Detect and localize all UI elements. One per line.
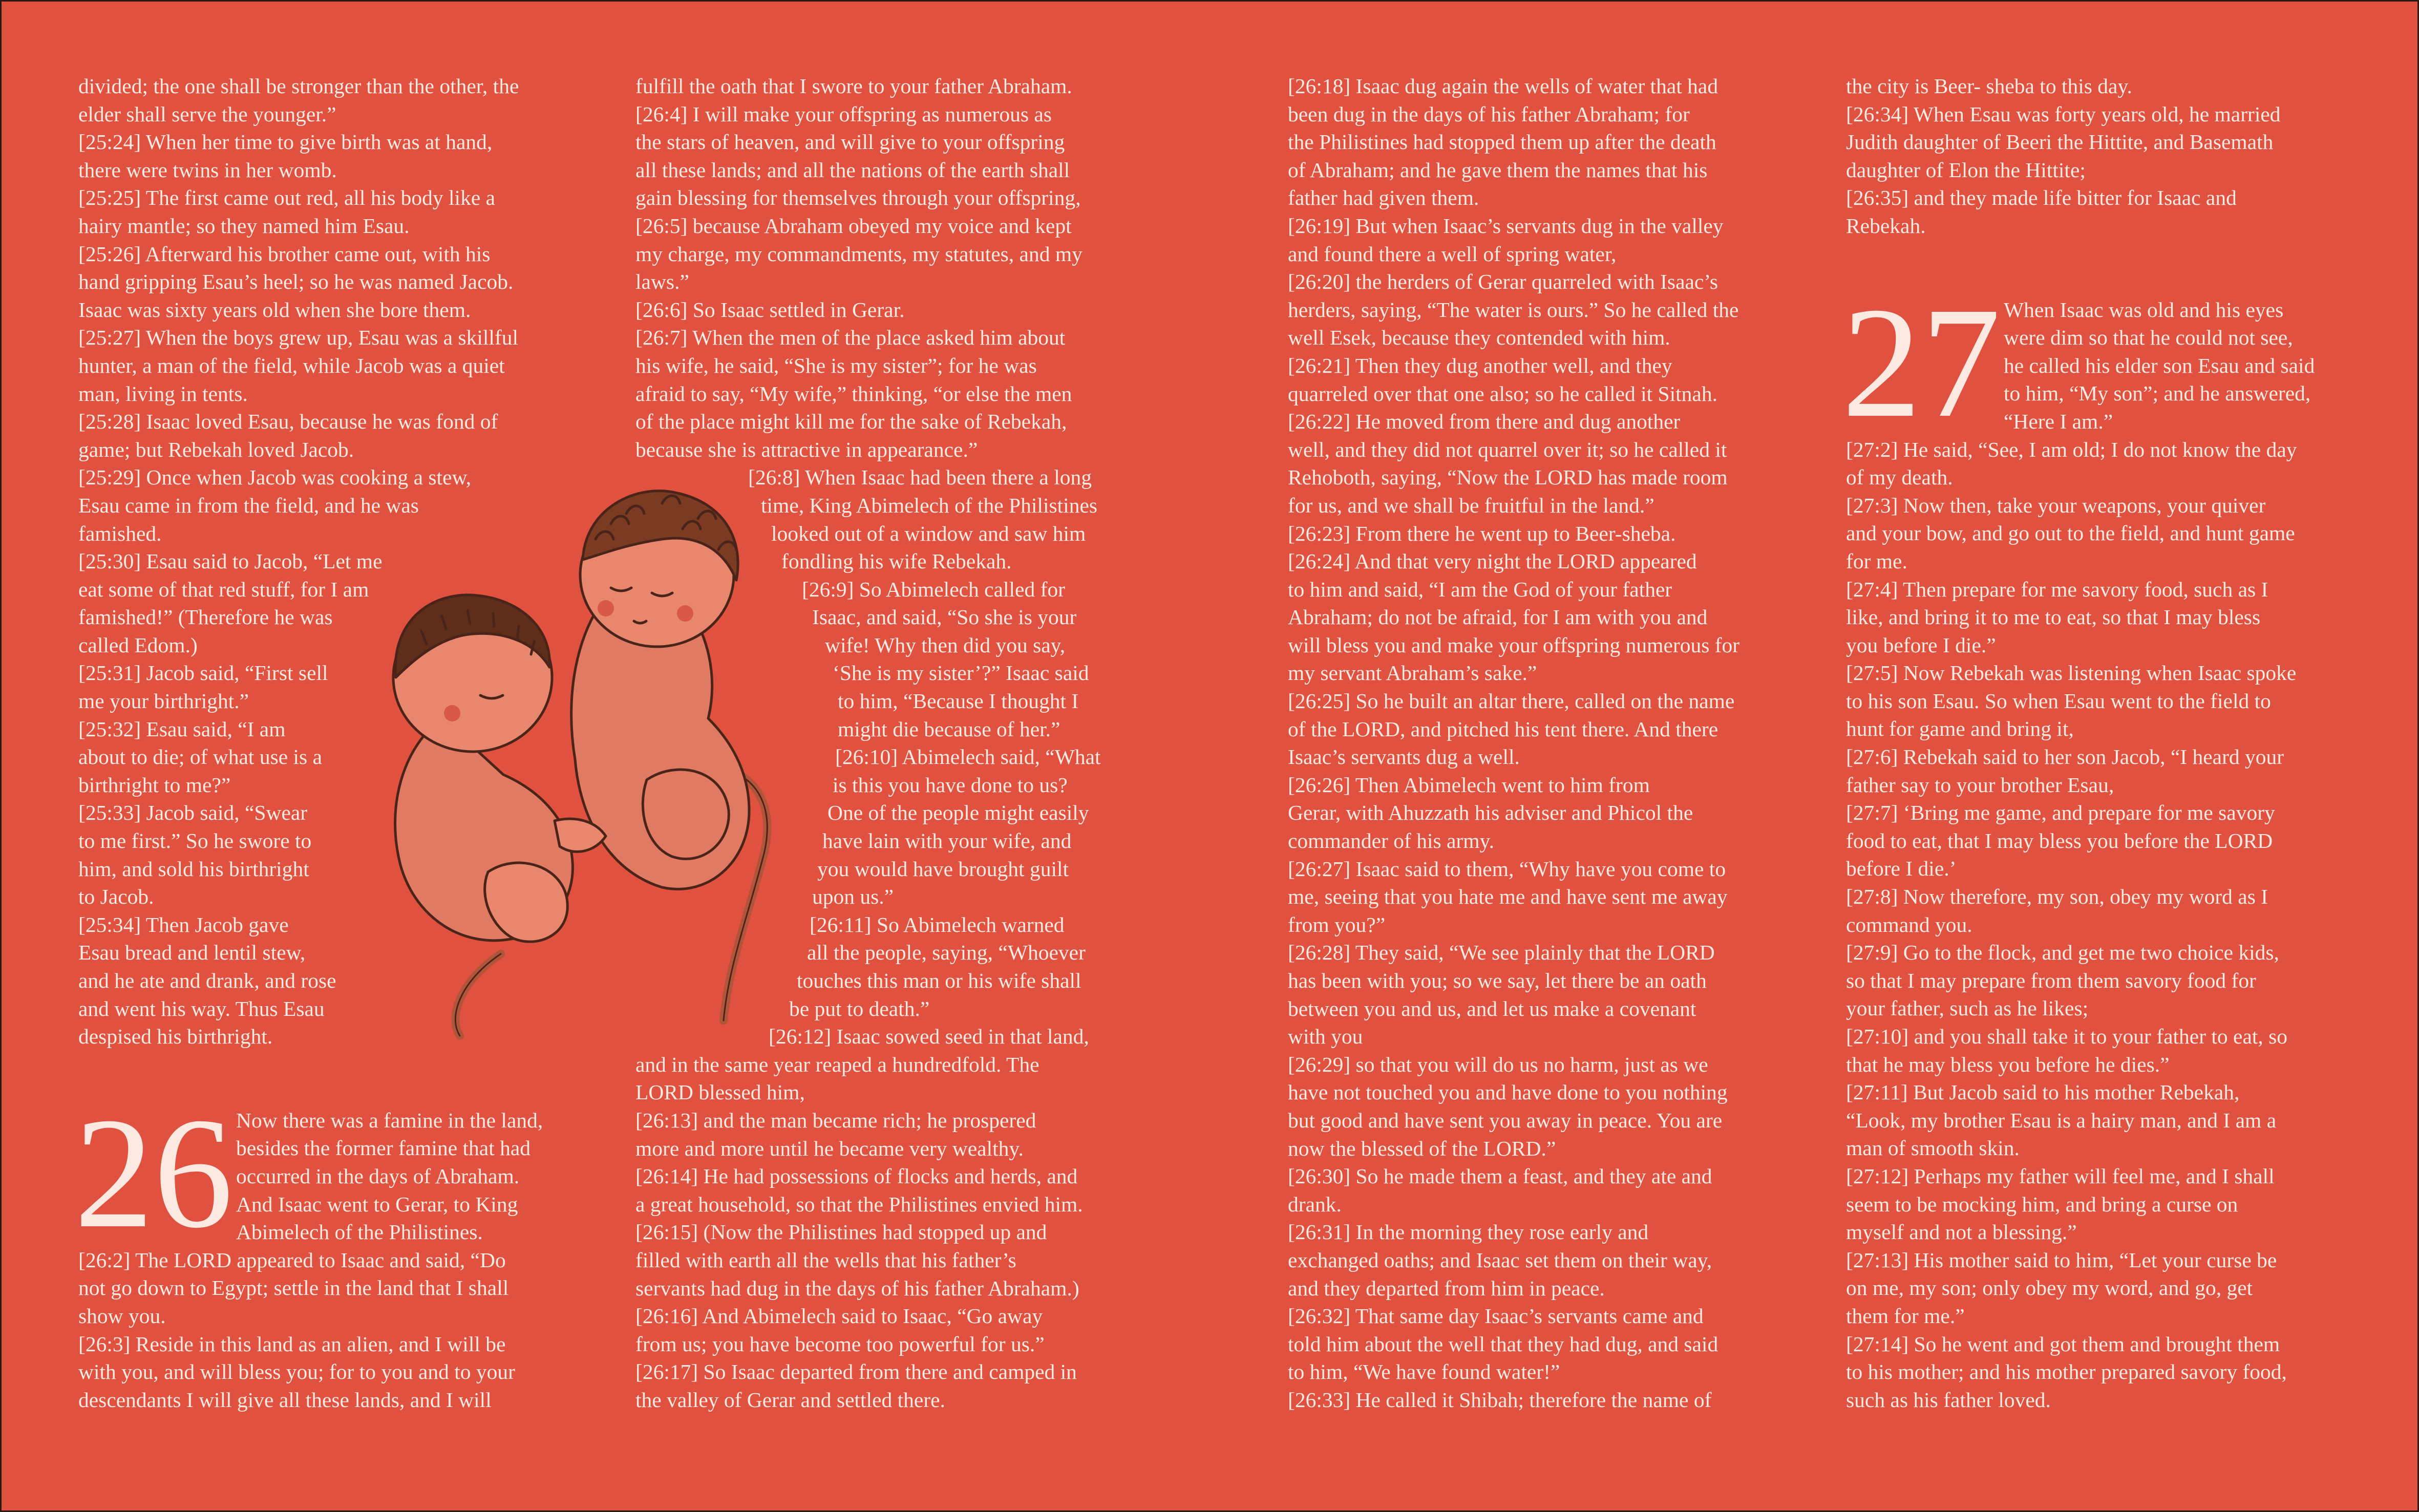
text-line: hunt for game and bring it, [1846, 717, 2074, 741]
text-line: Judith daughter of Beeri the Hittite, and Basemath [1846, 130, 2274, 154]
text-line: [26:2] The LORD appeared to Isaac and said, “Do [78, 1248, 506, 1272]
text-line: to him, “We have found water!” [1288, 1360, 1560, 1384]
text-line: all the people, saying, “Whoever [807, 941, 1086, 965]
text-line: show you. [78, 1304, 166, 1328]
text-line: and your bow, and go out to the field, and hunt game [1846, 521, 2295, 545]
text-line: to Jacob. [78, 885, 154, 909]
text-line: been dug in the days of his father Abraham; for [1288, 102, 1690, 126]
text-line: [25:24] When her time to give birth was at hand, [78, 130, 493, 154]
text-line: commander of his army. [1288, 829, 1494, 853]
text-line: and they departed from him in peace. [1288, 1276, 1605, 1300]
text-line: to him, “My son”; and he answered, [2004, 381, 2311, 406]
column-4 [1842, 72, 2353, 1414]
text-line: Gerar, with Ahuzzath his adviser and Phicol the [1288, 801, 1693, 825]
text-line: elder shall serve the younger.” [78, 102, 336, 126]
text-line: daughter of Elon the Hittite; [1846, 158, 2086, 182]
text-line: “Look, my brother Esau is a hairy man, and I am a [1846, 1108, 2277, 1132]
text-line: him, and sold his birthright [78, 857, 309, 881]
text-line: exchanged oaths; and Isaac set them on their way, [1288, 1248, 1712, 1272]
text-line: And Isaac went to Gerar, to King [236, 1192, 518, 1216]
text-line: LORD blessed him, [635, 1080, 805, 1104]
text-line: have lain with your wife, and [822, 829, 1072, 853]
text-line: quarreled over that one also; so he called it Sitnah. [1288, 381, 1717, 406]
text-line: called Edom.) [78, 633, 198, 657]
column-1-text-top [78, 72, 575, 1051]
text-line: father say to your brother Esau, [1846, 773, 2114, 797]
text-line: but good and have sent you away in peace. You are [1288, 1108, 1723, 1132]
text-line: game; but Rebekah loved Jacob. [78, 437, 354, 461]
text-line: about to die; of what use is a [78, 745, 322, 769]
text-line: [26:10] Abimelech said, “What [835, 745, 1101, 769]
text-line: [26:5] because Abraham obeyed my voice and kept [635, 214, 1072, 238]
text-line: me your birthright.” [78, 689, 249, 713]
chapter-26-section [74, 1085, 575, 1414]
text-line: told him about the well that they had dug, and said [1288, 1332, 1718, 1356]
text-line: for me. [1846, 549, 1907, 573]
text-line: you before I die.” [1846, 633, 1996, 657]
text-line: [27:6] Rebekah said to her son Jacob, “I heard your [1846, 745, 2284, 769]
text-line: Abraham; do not be afraid, for I am with you and [1288, 605, 1708, 629]
text-line: [27:3] Now then, take your weapons, your quiver [1846, 493, 2266, 517]
text-line: Isaac, and said, “So she is your [812, 605, 1077, 629]
text-line: Isaac was sixty years old when she bore them. [78, 297, 471, 322]
text-line: [26:27] Isaac said to them, “Why have you come to [1288, 857, 1726, 881]
text-line: [26:19] But when Isaac’s servants dug in the valley [1288, 214, 1724, 238]
text-line: that he may bless you before he dies.” [1846, 1052, 2170, 1076]
text-line: [26:14] He had possessions of flocks and herds, and [635, 1164, 1078, 1188]
text-line: [26:7] When the men of the place asked him about [635, 326, 1066, 350]
text-line: [25:26] Afterward his brother came out, with his [78, 242, 491, 266]
text-line: and in the same year reaped a hundredfold. The [635, 1052, 1039, 1076]
text-line: seem to be mocking him, and bring a curse on [1846, 1192, 2238, 1216]
text-line: [25:27] When the boys grew up, Esau was a skillful [78, 326, 519, 350]
chapter-27-section [1842, 274, 2353, 1414]
text-line: wife! Why then did you say, [825, 633, 1066, 657]
text-line: [25:34] Then Jacob gave [78, 912, 289, 936]
text-line: fondling his wife Rebekah. [781, 549, 1012, 573]
text-line: myself and not a blessing.” [1846, 1220, 2077, 1244]
text-line: besides the former famine that had [236, 1136, 531, 1160]
text-line: [25:33] Jacob said, “Swear [78, 801, 308, 825]
text-line: of the LORD, and pitched his tent there. And there [1288, 717, 1718, 741]
text-line: such as his father loved. [1846, 1388, 2051, 1412]
text-line: [27:13] His mother said to him, “Let your curse be [1846, 1248, 2277, 1272]
text-line: looked out of a window and saw him [771, 521, 1086, 545]
text-line: has been with you; so we say, let there be an oath [1288, 969, 1707, 992]
text-line: more and more until he became very wealthy. [635, 1136, 1024, 1160]
text-line: [27:10] and you shall take it to your father to eat, so [1846, 1025, 2288, 1048]
text-line: [25:25] The first came out red, all his body like a [78, 186, 496, 210]
text-line: [26:6] So Isaac settled in Gerar. [635, 297, 905, 322]
text-line: to his mother; and his mother prepared savory food, [1846, 1360, 2287, 1384]
text-line: [25:31] Jacob said, “First sell [78, 661, 328, 685]
text-line: “Here I am.” [2004, 409, 2113, 433]
text-line: [26:22] He moved from there and dug another [1288, 410, 1681, 434]
text-line: ‘She is my sister’?” Isaac said [833, 661, 1089, 685]
text-line: [27:2] He said, “See, I am old; I do not know the day [1846, 437, 2297, 461]
text-line: [27:9] Go to the flock, and get me two choice kids, [1846, 941, 2279, 965]
text-line: between you and us, and let us make a covenant [1288, 996, 1696, 1020]
text-line: not go down to Egypt; settle in the land that I shall [78, 1276, 509, 1300]
text-line: the stars of heaven, and will give to your offspring [635, 130, 1065, 154]
text-line: so that I may prepare from them savory food for [1846, 968, 2256, 992]
column-4-text-top [1846, 72, 2353, 240]
column-3 [1288, 72, 1790, 1414]
text-line: [27:8] Now therefore, my son, obey my word as I [1846, 885, 2268, 909]
text-line: he called his elder son Esau and said [2004, 353, 2315, 377]
text-line: will bless you and make your offspring numerous for [1288, 633, 1740, 657]
text-line: man, living in tents. [78, 381, 248, 406]
text-line: all these lands; and all the nations of the earth shall [635, 158, 1070, 182]
text-line: [26:13] and the man became rich; he prospered [635, 1108, 1036, 1132]
text-line: When Isaac was old and his eyes [2004, 297, 2284, 322]
text-line: hand gripping Esau’s heel; so he was named Jacob. [78, 270, 514, 294]
text-line: [26:33] He called it Shibah; therefore the name of [1288, 1388, 1712, 1412]
text-line: the city is Beer- sheba to this day. [1846, 74, 2132, 98]
text-line: because she is attractive in appearance.” [635, 437, 978, 461]
text-line: servants had dug in the days of his father Abraham.) [635, 1276, 1079, 1300]
text-line: like, and bring it to me to eat, so that I may bless [1846, 605, 2261, 629]
text-line: [27:11] But Jacob said to his mother Rebekah, [1846, 1080, 2240, 1104]
text-line: [26:30] So he made them a feast, and they ate and [1288, 1164, 1712, 1188]
text-line: me, seeing that you hate me and have sent me away [1288, 885, 1728, 909]
text-line: well, and they did not quarrel over it; so he called it [1288, 437, 1727, 461]
text-line: descendants I will give all these lands, and I will [78, 1388, 492, 1412]
text-line: [26:12] Isaac sowed seed in that land, [769, 1025, 1089, 1049]
text-line: famished!” (Therefore he was [78, 605, 333, 629]
text-line: your father, such as he likes; [1846, 996, 2089, 1020]
text-line: afraid to say, “My wife,” thinking, “or else the men [635, 381, 1072, 406]
column-3-text [1288, 72, 1790, 1414]
text-line: [26:21] Then they dug another well, and they [1288, 353, 1672, 377]
text-line: [27:5] Now Rebekah was listening when Isaac spoke [1846, 661, 2297, 685]
text-line: them for me.” [1846, 1304, 1965, 1328]
chapter-27-number: 27 [1842, 274, 2001, 451]
text-line: [26:9] So Abimelech called for [802, 577, 1065, 601]
text-line: Rebekah. [1846, 214, 1926, 238]
text-line: [25:30] Esau said to Jacob, “Let me [78, 549, 383, 573]
text-line: to him and said, “I am the God of your father [1288, 577, 1672, 601]
text-line: of Abraham; and he gave them the names that his [1288, 158, 1708, 182]
text-line: you would have brought guilt [817, 857, 1069, 881]
text-line: divided; the one shall be stronger than the other, the [78, 74, 519, 98]
text-line: from us; you have become too powerful for us.” [635, 1332, 1045, 1356]
text-line: food to eat, that I may bless you before the LORD [1846, 828, 2273, 853]
text-line: occurred in the days of Abraham. [236, 1164, 520, 1188]
text-line: upon us.” [812, 885, 894, 909]
text-line: Esau came in from the field, and he was [78, 493, 419, 517]
text-line: for us, and we shall be fruitful in the land.” [1288, 493, 1654, 517]
text-line: drank. [1288, 1192, 1342, 1216]
text-line: [26:28] They said, “We see plainly that the LORD [1288, 941, 1715, 965]
text-line: [26:34] When Esau was forty years old, he married [1846, 102, 2281, 126]
text-line: and he ate and drank, and rose [78, 969, 336, 992]
text-line: herders, saying, “The water is ours.” So he called the [1288, 297, 1739, 322]
text-line: his wife, he said, “She is my sister”; for he was [635, 353, 1037, 377]
text-line: [26:23] From there he went up to Beer-sheba. [1288, 521, 1676, 545]
text-line: [26:3] Reside in this land as an alien, and I will be [78, 1332, 506, 1356]
text-line: [26:25] So he built an altar there, called on the name [1288, 689, 1735, 713]
text-line: despised his birthright. [78, 1025, 273, 1049]
text-line: to me first.” So he swore to [78, 829, 312, 853]
text-line: [27:14] So he went and got them and brought them [1846, 1332, 2280, 1356]
text-line: eat some of that red stuff, for I am [78, 577, 369, 601]
text-line: with you, and will bless you; for to you and to your [78, 1360, 515, 1384]
text-line: [26:17] So Isaac departed from there and camped in [635, 1360, 1077, 1384]
text-line: [26:20] the herders of Gerar quarreled with Isaac’s [1288, 270, 1718, 294]
text-line: my servant Abraham’s sake.” [1288, 661, 1537, 685]
text-line: [26:15] (Now the Philistines had stopped up and [635, 1220, 1047, 1244]
text-line: [25:29] Once when Jacob was cooking a stew, [78, 465, 472, 489]
text-line: with you [1288, 1025, 1363, 1049]
text-line: a great household, so that the Philistines envied him. [635, 1192, 1083, 1216]
chapter-26-number: 26 [74, 1085, 233, 1261]
text-line: to his son Esau. So when Esau went to the field to [1846, 689, 2271, 713]
text-line: fulfill the oath that I swore to your father Abraham. [635, 74, 1072, 98]
text-line: [26:4] I will make your offspring as numerous as [635, 102, 1052, 126]
text-line: time, King Abimelech of the Philistines [761, 493, 1098, 517]
text-line: the Philistines had stopped them up after the death [1288, 130, 1716, 154]
text-line: Rehoboth, saying, “Now the LORD has made room [1288, 465, 1728, 489]
text-line: [26:8] When Isaac had been there a long [748, 465, 1092, 489]
text-line: father had given them. [1288, 186, 1479, 210]
text-line: [26:11] So Abimelech warned [810, 912, 1065, 936]
text-line: now the blessed of the LORD.” [1288, 1136, 1556, 1160]
text-line: One of the people might easily [827, 801, 1089, 825]
chapter-27-text [1846, 296, 2353, 1414]
text-line: before I die.’ [1846, 857, 1957, 881]
text-line: have not touched you and have done to you nothing [1288, 1080, 1728, 1104]
text-line: of the place might kill me for the sake of Rebekah, [635, 410, 1067, 434]
text-line: [26:16] And Abimelech said to Isaac, “Go away [635, 1304, 1043, 1328]
text-line: birthright to me?” [78, 773, 231, 797]
text-line: my charge, my commandments, my statutes, and my [635, 242, 1083, 266]
text-line: gain blessing for themselves through your offspring, [635, 186, 1081, 210]
text-line: [27:4] Then prepare for me savory food, such as I [1846, 577, 2268, 601]
text-line: [26:35] and they made life bitter for Isaac and [1846, 186, 2237, 210]
text-line: well Esek, because they contended with him. [1288, 326, 1670, 350]
text-line: touches this man or his wife shall [797, 969, 1081, 992]
text-line: Isaac’s servants dug a well. [1288, 745, 1520, 769]
column-1 [74, 72, 575, 1414]
text-line: [25:32] Esau said, “I am [78, 717, 286, 741]
text-line: and went his way. Thus Esau [78, 996, 325, 1020]
text-line: there were twins in her womb. [78, 158, 337, 182]
text-line: [26:24] And that very night the LORD appeared [1288, 549, 1697, 573]
text-line: [26:31] In the morning they rose early and [1288, 1220, 1649, 1244]
text-line: be put to death.” [789, 996, 930, 1020]
text-line: to him, “Because I thought I [838, 689, 1079, 713]
text-line: [26:32] That same day Isaac’s servants came and [1288, 1304, 1704, 1328]
text-line: [26:18] Isaac dug again the wells of water that had [1288, 74, 1718, 98]
text-line: the valley of Gerar and settled there. [635, 1388, 945, 1412]
text-line: man of smooth skin. [1846, 1136, 2020, 1160]
text-line: Abimelech of the Philistines. [236, 1220, 483, 1244]
text-line: were dim so that he could not see, [2004, 326, 2293, 350]
text-line: [26:26] Then Abimelech went to him from [1288, 773, 1650, 797]
text-line: might die because of her.” [838, 717, 1060, 741]
text-line: laws.” [635, 270, 689, 294]
column-2 [635, 72, 1137, 1414]
text-line: Esau bread and lentil stew, [78, 941, 306, 965]
text-line: on me, my son; only obey my word, and go, get [1846, 1276, 2253, 1300]
text-line: hunter, a man of the field, while Jacob was a quiet [78, 353, 505, 377]
text-line: filled with earth all the wells that his father’s [635, 1248, 1016, 1272]
text-line: [27:12] Perhaps my father will feel me, and I shall [1846, 1164, 2275, 1188]
column-2-text [635, 72, 1137, 1414]
text-line: [25:28] Isaac loved Esau, because he was fond of [78, 410, 498, 434]
text-line: hairy mantle; so they named him Esau. [78, 214, 410, 238]
text-line: from you?” [1288, 912, 1386, 936]
text-line: of my death. [1846, 465, 1953, 489]
text-line: Now there was a famine in the land, [236, 1108, 543, 1132]
text-line: [27:7] ‘Bring me game, and prepare for me savory [1846, 801, 2275, 825]
text-line: famished. [78, 521, 162, 545]
text-line: [26:29] so that you will do us no harm, just as we [1288, 1052, 1708, 1076]
text-line: is this you have done to us? [833, 773, 1068, 797]
text-line: and found there a well of spring water, [1288, 242, 1617, 266]
text-line: command you. [1846, 912, 1972, 936]
